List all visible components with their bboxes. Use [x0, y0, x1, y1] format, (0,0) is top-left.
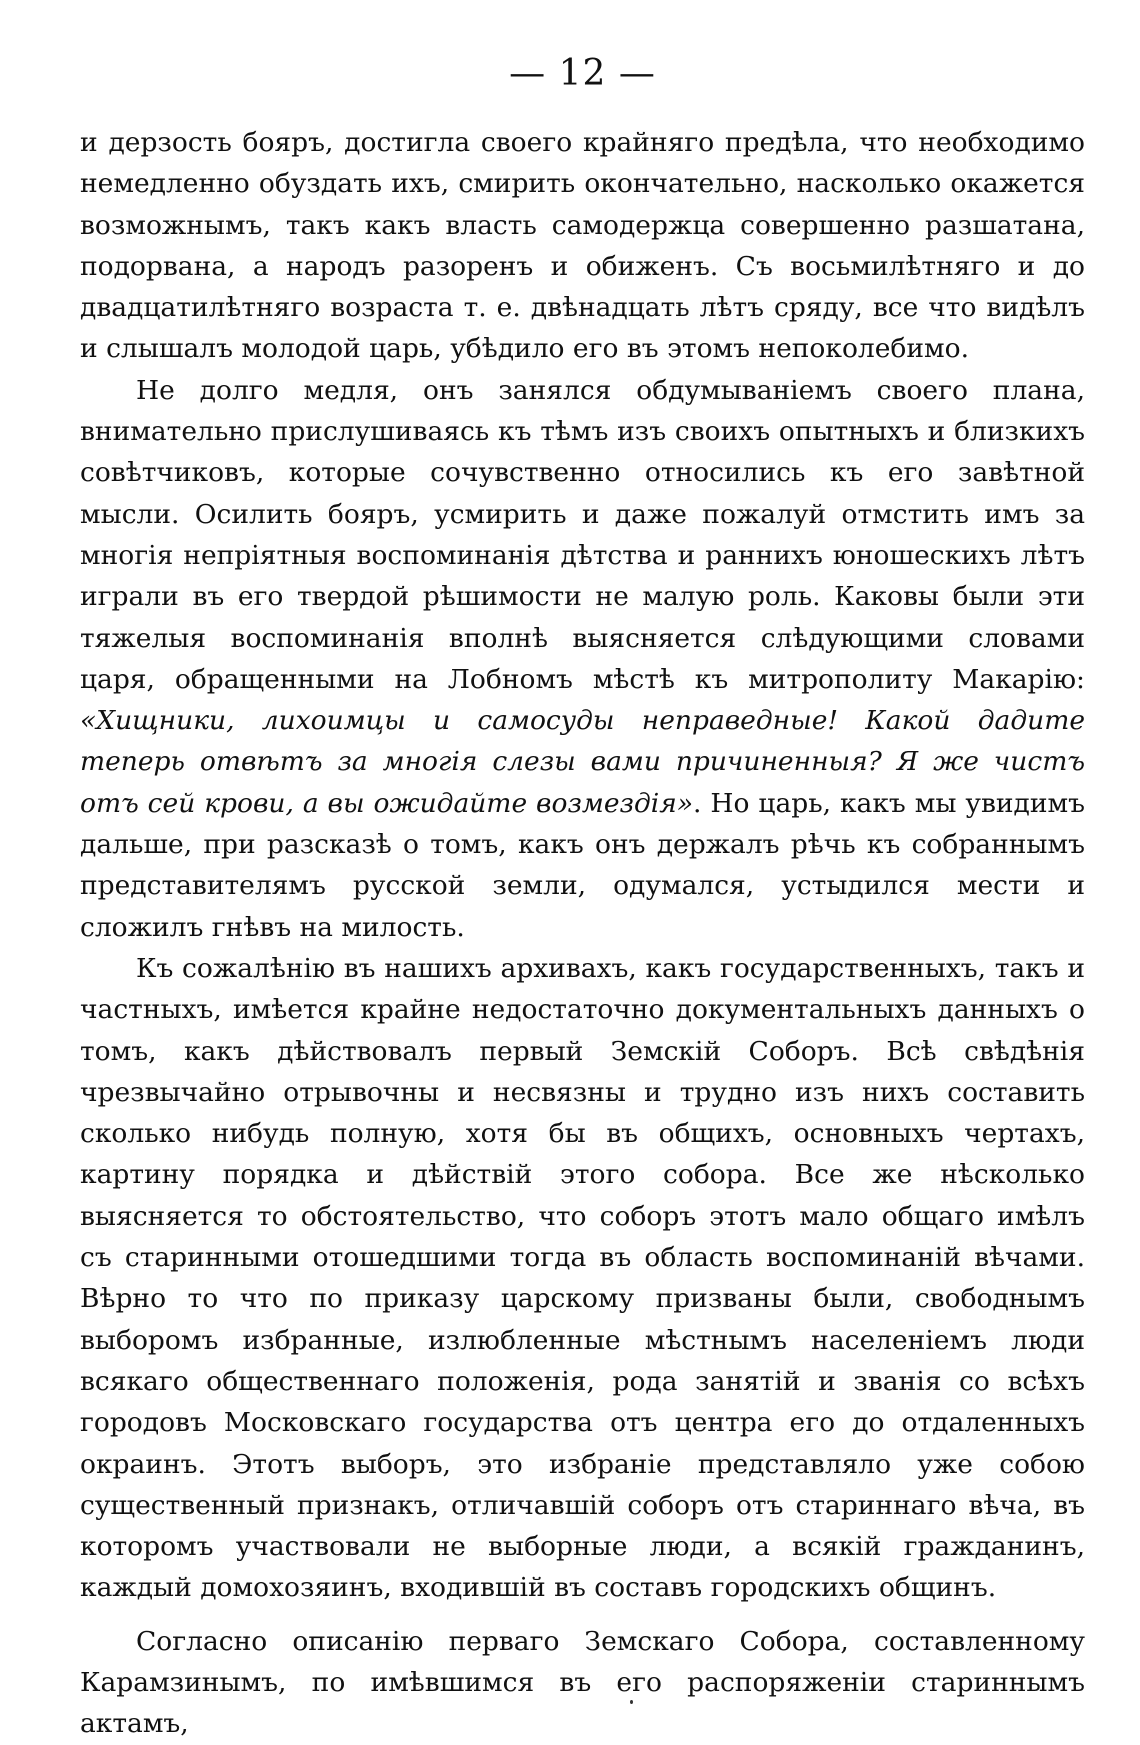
paragraph-4: Согласно описанію перваго Земскаго Собора, составленному Карамзинымъ, по имѣвшимся въ его распоряженіи стариннымъ актамъ, — [80, 1625, 1085, 1740]
page-number: — 12 — — [509, 53, 656, 94]
print-speck — [630, 1700, 633, 1704]
paragraph-2-text-after: . Но царь, какъ мы увидимъ дальше, при разсказѣ о томъ, какъ онъ держалъ рѣчь къ собраннымъ представителямъ русской земли, одумался, устыдился мести и сложилъ гнѣвъ на милость. — [80, 787, 1085, 943]
tsar-quote: «Хищники, лихоимцы и самосуды неправедные! Какой дадите теперь отвѣтъ за многія слезы вами причиненныя? Я же чистъ отъ сей крови, а вы ожидайте возмездія» — [80, 705, 1085, 819]
paragraph-3: Къ сожалѣнію въ нашихъ архивахъ, какъ государственныхъ, такъ и частныхъ, имѣется крайне недостаточно документальныхъ данныхъ о томъ, какъ дѣйствовалъ первый Земскій Соборъ. Всѣ свѣдѣнія чрезвычайно отрывочны и несвязны и трудно изъ нихъ составить сколько нибудь полную, хотя бы въ общихъ, основныхъ чертахъ, картину порядка и дѣйствій этого собора. Все же нѣсколько выясняется то обстоятельство, что соборъ этотъ мало общаго имѣлъ съ старинными отошедшими тогда въ область воспоминаній вѣчами. Вѣрно то что по приказу царскому призваны были, свободнымъ выборомъ избранные, излюбленные мѣстнымъ населеніемъ люди всякаго общественнаго положенія, рода занятій и званія со всѣхъ городовъ Московскаго государства отъ центра его до отдаленныхъ окраинъ. Этотъ выборъ, это избраніе представляло уже собою существенный признакъ, отличавшій соборъ отъ стариннаго вѣча, въ которомъ участвовали не выборные люди, а всякій гражданинъ, каждый домохозяинъ, входившій въ составъ городскихъ общинъ. — [80, 952, 1085, 1604]
body-text — [80, 122, 1085, 1745]
paragraph-2 — [80, 370, 1085, 948]
paragraph-2-text-before: Не долго медля, онъ занялся обдумываніемъ своего плана, внимательно прислушиваясь къ тѣмъ изъ своихъ опытныхъ и близкихъ совѣтчиковъ, которые сочувственно относились къ его завѣтной мысли. Осилить бояръ, усмирить и даже пожалуй отмстить имъ за многія непріятныя воспоминанія дѣтства и раннихъ юношескихъ лѣтъ играли въ его твердой рѣшимости не малую роль. Каковы были эти тяжелыя воспоминанія вполнѣ выясняется слѣдующими словами царя, обращенными на Лобномъ мѣстѣ къ митрополиту Макарію: — [80, 374, 1085, 695]
paragraph-1: и дерзость бояръ, достигла своего крайняго предѣла, что необходимо немедленно обуздать ихъ, смирить окончательно, насколько окажется возможнымъ, такъ какъ власть самодержца совершенно разшатана, подорвана, а народъ разоренъ и обиженъ. Съ восьмилѣтняго и до двадцатилѣтняго возраста т. е. двѣнадцать лѣтъ сряду, все что видѣлъ и слышалъ молодой царь, убѣдило его въ этомъ непоколебимо. — [80, 127, 1085, 365]
